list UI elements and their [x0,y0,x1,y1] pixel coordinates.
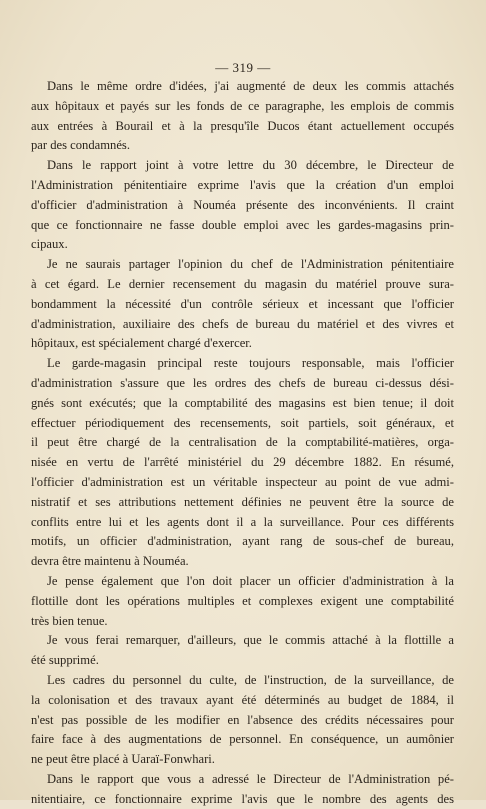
text-line: Le garde-magasin principal reste toujours responsable, mais l'officier [47,356,454,371]
page-number: — 319 — [215,60,271,75]
text-line: devra être maintenu à Nouméa. [31,554,189,569]
text-line: cipaux. [31,237,68,252]
text-line: d'administration s'assure que les ordres des chefs de bureau ci-dessus dési- [31,375,454,390]
text-line: nistratif et ses attributions nettement définies ne peuvent être la source de [31,494,454,509]
text-line: Dans le même ordre d'idées, j'ai augmenté de deux les commis attachés [47,79,454,93]
text-line: ne peut être placé à Uaraï-Fonwhari. [31,752,215,767]
paragraph [31,255,454,354]
text-line: flottille dont les opérations multiples et complexes exigent une comptabilité [31,593,454,608]
text-line: nitentiaire, ce fonctionnaire exprime l'avis que le nombre des agents des [31,791,454,806]
text-line: Dans le rapport que vous a adressé le Directeur de l'Administration pé- [47,771,454,786]
text-line: d'administration, auxiliaire des chefs de bureau du matériel et des vivres et [31,316,454,331]
text-line: bondamment la nécessité d'un contrôle sérieux et incessant que l'officier [31,296,454,311]
text-line: Je pense également que l'on doit placer un officier d'administration à la [47,573,454,588]
text-line: été supprimé. [31,653,99,668]
text-line: nisée en vertu de l'arrêté ministériel du 29 décembre 1882. En résumé, [31,455,454,470]
text-line: l'Administration pénitentiaire exprime l'avis que la création d'un emploi [31,177,454,192]
paragraph [31,770,454,809]
paragraph [31,354,454,572]
text-line: Je ne saurais partager l'opinion du chef de l'Administration pénitentiaire [47,257,454,272]
text-line: la colonisation et des travaux ayant été déterminés au budget de 1884, il [31,692,454,707]
text-line: par des condamnés. [31,138,130,153]
text-line: que ce fonctionnaire ne fasse double emploi avec les gardes-magasins prin- [31,217,454,232]
text-line: d'officier d'administration à Nouméa présente des inconvénients. Il craint [31,197,454,212]
text-line: aux hôpitaux et payés sur les fonds de ce paragraphe, les emplois de commis [31,98,454,113]
body-text [31,77,454,809]
text-line: à cet égard. Le dernier recensement du magasin du matériel prouve sura- [31,276,454,291]
paragraph [31,77,454,156]
text-line: très bien tenue. [31,613,108,628]
text-line: n'est pas possible de les modifier en l'absence des crédits nécessaires pour [31,712,454,727]
text-line: motifs, un officier d'administration, ayant rang de sous-chef de bureau, [31,534,454,549]
paragraph [31,671,454,770]
text-line: Les cadres du personnel du culte, de l'instruction, de la surveillance, de [47,672,454,687]
text-line: hôpitaux, est spécialement chargé d'exercer. [31,336,252,351]
paragraph [31,572,454,631]
text-line: Dans le rapport joint à votre lettre du 30 décembre, le Directeur de [47,158,454,173]
text-line: Je vous ferai remarquer, d'ailleurs, que le commis attaché à la flottille a [47,633,454,648]
paragraph [31,156,454,255]
text-line: aux entrées à Bourail et à la presqu'île Ducos étant actuellement occupés [31,118,454,133]
text-line: l'officier d'administration est un véritable inspecteur au point de vue admi- [31,474,454,489]
text-line: conflits entre lui et les agents dont il a la surveillance. Pour ces différents [31,514,454,529]
text-line: il peut être chargé de la centralisation de la comptabilité-matières, orga- [31,435,454,450]
text-line: faire face à des augmentations de personnel. En conséquence, un aumônier [31,732,454,747]
text-line: gnés sont exécutés; que la comptabilité des magasins est bien tenue; il doit [31,395,454,410]
paragraph [31,631,454,671]
text-line: effectuer périodiquement des recensements, soit partiels, soit généraux, et [31,415,454,430]
